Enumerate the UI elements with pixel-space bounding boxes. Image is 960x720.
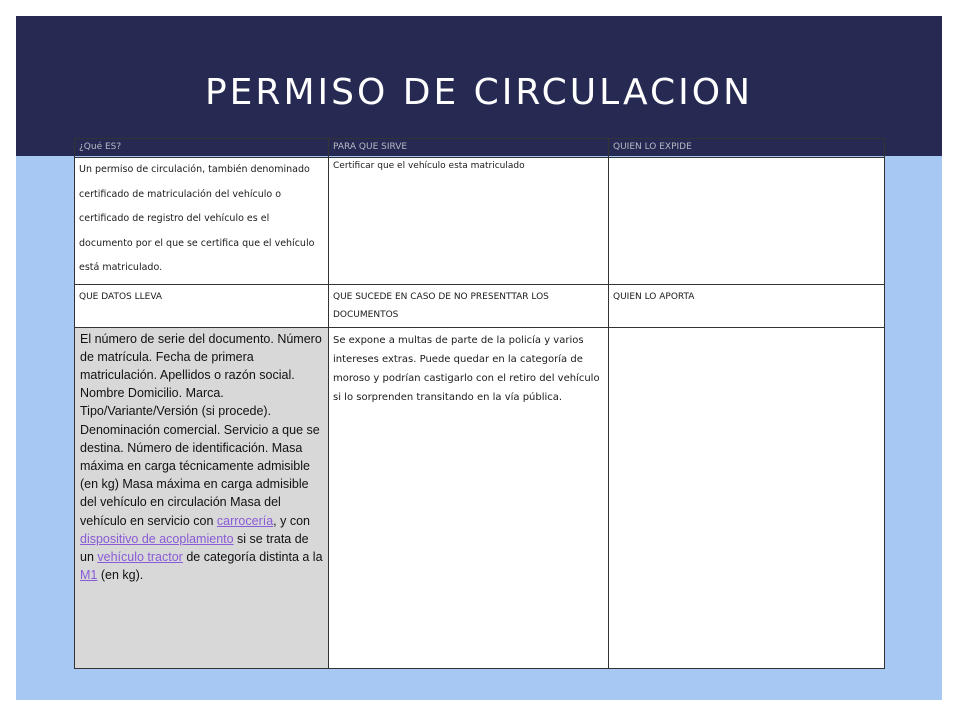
link-m1[interactable]: M1 — [80, 568, 98, 583]
cell-consecuencias — [329, 327, 609, 668]
link-dispositivo-acoplamiento[interactable]: dispositivo de acoplamiento — [80, 531, 234, 546]
header-que-sucede: QUE SUCEDE EN CASO DE NO PRESENTTAR LOS DOCUMENTOS — [329, 284, 609, 327]
header-para-que-sirve: PARA QUE SIRVE — [329, 139, 609, 158]
cell-que-es: Un permiso de circulación, también denominado certificado de matriculación del vehículo o certificado de registro del vehículo es el documento por el que se certifica que el vehículo está matriculado. — [75, 158, 329, 285]
consecuencias-text-b: moroso y podrían castigarlo con el retiro del vehículo si lo sorprenden transitando en la vía pública. — [333, 372, 600, 403]
header-que-es: ¿Qué ES? — [75, 139, 329, 158]
datos-text: si se trata de un — [80, 531, 309, 564]
table-header-row — [75, 284, 885, 327]
slide-title: PERMISO DE CIRCULACION — [204, 72, 754, 113]
cell-quien-lo-expide — [609, 158, 885, 285]
cell-quien-lo-aporta — [609, 327, 885, 668]
datos-text: , y con — [273, 513, 310, 528]
header-quien-lo-expide: QUIEN LO EXPIDE — [609, 139, 885, 158]
link-vehiculo-tractor[interactable]: vehículo tractor — [97, 549, 183, 564]
cell-para-que-sirve: Certificar que el vehículo esta matriculado — [329, 158, 609, 285]
header-quien-lo-aporta: QUIEN LO APORTA — [609, 284, 885, 327]
info-table — [74, 138, 885, 669]
table-header-row — [75, 139, 885, 158]
table-row — [75, 327, 885, 668]
datos-text: de categoría distinta a la — [182, 549, 323, 564]
datos-text: (en kg). — [97, 568, 144, 583]
datos-text: El número de serie del documento. Número de matrícula. Fecha de primera matriculación. Apellidos o razón social. Nombre Domicilio. Marca. Tipo/Variante/Versión (si procede). Denominación comercial. Servicio a que se destina. Número de identificación. Masa máxima en carga técnicamente admisible (en kg) Masa máxima en carga admisible del vehículo en circulación Masa del vehículo en servicio con — [80, 331, 322, 528]
header-que-datos-lleva: QUE DATOS LLEVA — [75, 284, 329, 327]
consecuencias-text-a: Se expone a multas de parte de la policía y varios intereses extras. Puede quedar en la categoría de — [333, 334, 584, 365]
link-carroceria[interactable]: carrocería — [216, 513, 274, 528]
table-row — [75, 158, 885, 285]
cell-datos-lleva — [75, 327, 329, 668]
